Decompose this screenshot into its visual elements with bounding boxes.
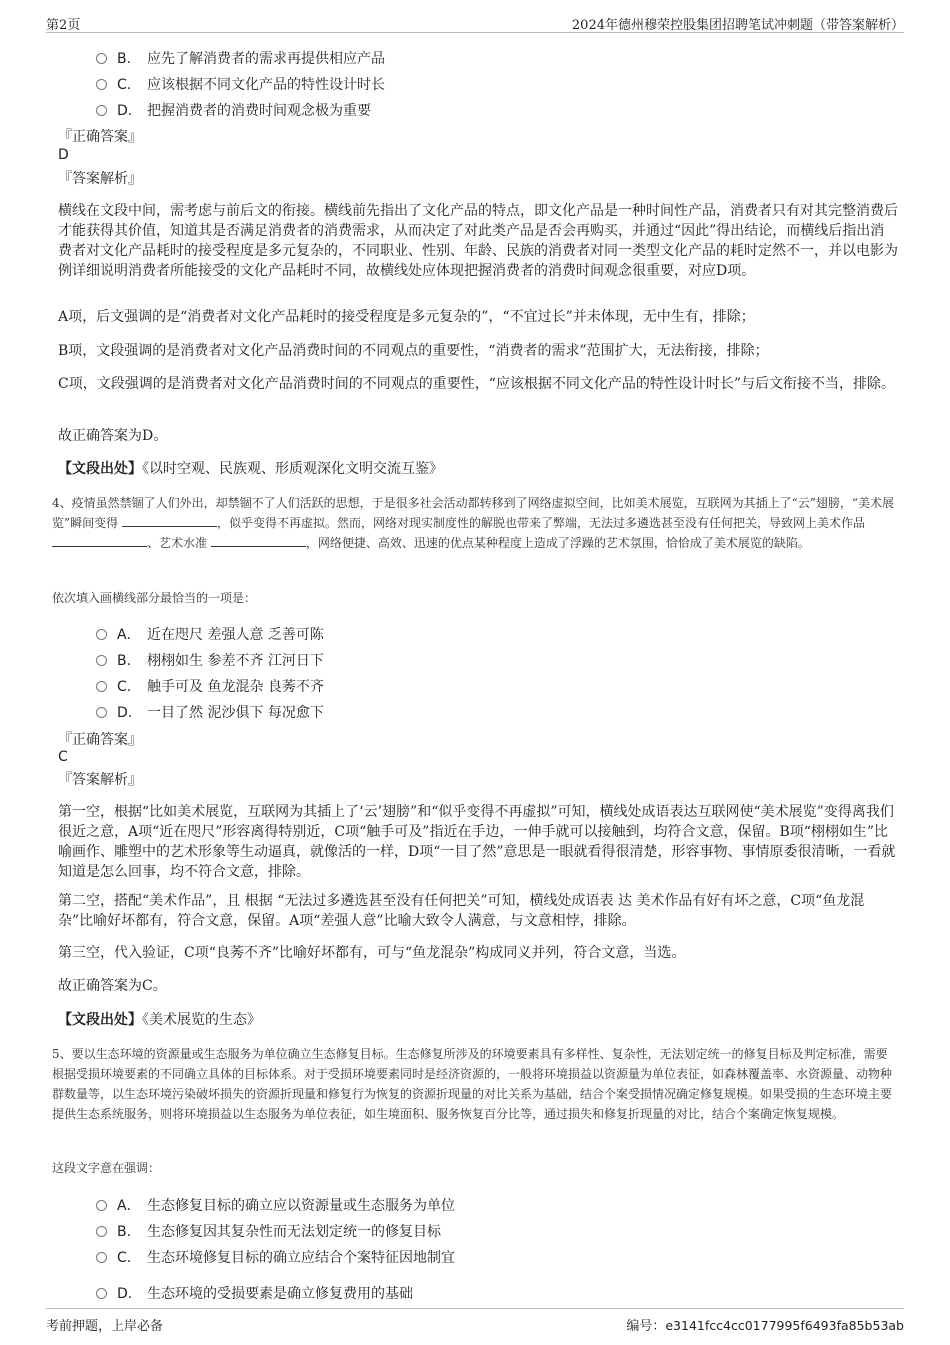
q4-option-d[interactable]: D. 一目了然 泥沙俱下 每况愈下 — [96, 702, 324, 722]
q5-stem: 5、要以生态环境的资源量或生态服务为单位确立生态修复目标。生态修复所涉及的环境要素具有多样性、复杂性，无法划定统一的修复目标及判定标准，需要根据受损环境要素的不同确立具体的目标体系。对于受损环境要素同时是经济资源的，一般将环境损益以资源量为单位表征，如森林覆盖率、水资源量、动物种群数量等，以生态环境污染破坏损失的资源折现量和修复行为恢复的资源折现量的对比关系为基础，结合个案受损情况确定修复规模。如果受损的生态环境主要提供生态系统服务，则将环境损益以生态服务为单位表征，如生境面积、服务恢复百分比等，通过损失和修复折现量的对比，结合个案确定恢复规模。 — [52, 1047, 893, 1121]
q3-analysis-label: 『答案解析』 — [58, 171, 142, 187]
q4-stem: 4、疫情虽然禁锢了人们外出，却禁锢不了人们活跃的思想，于是很多社会活动都转移到了网络虚拟空间，比如美术展览，互联网为其插上了“云”翅膀，“美术展览”瞬间变得 ，似乎变得不再虚拟。然而，网络对现实制度性的解脱也带来了弊端，无法过多遴选甚至没有任何把关，导致网上美术作品 、艺术水准 ，网络便捷、高效、迅速的优点某种程度上造成了浮躁的艺术氛围，恰恰成了美术展览的缺陷。 — [52, 496, 895, 550]
q5-prompt: 这段文字意在强调： — [52, 1161, 161, 1175]
fill-blank[interactable] — [211, 534, 306, 547]
q5-option-d[interactable]: D. 生态环境的受损要素是确立修复费用的基础 — [96, 1283, 413, 1303]
page-number: 第2页 — [46, 18, 81, 33]
radio-icon[interactable] — [96, 655, 107, 666]
radio-icon[interactable] — [96, 1288, 107, 1299]
radio-icon[interactable] — [96, 629, 107, 640]
fill-blank[interactable] — [52, 534, 147, 547]
q3-answer: D — [58, 147, 69, 163]
q4-analysis-label: 『答案解析』 — [58, 772, 142, 788]
q4-option-b[interactable]: B. 栩栩如生 参差不齐 江河日下 — [96, 650, 324, 670]
q4-option-a[interactable]: A． 近在咫尺 差强人意 乏善可陈 — [96, 624, 324, 644]
q3-analysis-paragraph: C项，文段强调的是消费者对文化产品消费时间的不同观点的重要性，“应该根据不同文化产品的特性设计时长”与后文衔接不当，排除。 — [58, 376, 896, 392]
q4-analysis-paragraph: 第三空，代入验证，C项“良莠不齐”比喻好坏都有，可与“鱼龙混杂”构成同义并列，符合文意，当选。 — [58, 945, 686, 961]
q4-prompt: 依次填入画横线部分最恰当的一项是： — [52, 591, 257, 605]
q3-analysis-paragraph: B项，文段强调的是消费者对文化产品消费时间的不同观点的重要性，“消费者的需求”范围扩大，无法衔接，排除； — [58, 343, 769, 359]
radio-icon[interactable] — [96, 1200, 107, 1211]
q3-correct-label: 『正确答案』 — [58, 129, 142, 145]
radio-icon[interactable] — [96, 53, 107, 64]
q4-correct-label: 『正确答案』 — [58, 732, 142, 748]
radio-icon[interactable] — [96, 1252, 107, 1263]
document-code: 编号：e3141fcc4cc0177995f6493fa85b53ab — [626, 1318, 904, 1334]
q3-analysis-paragraph: 横线在文段中间，需考虑与前后文的衔接。横线前先指出了文化产品的特点，即文化产品是一种时间性产品，消费者只有对其完整消费后才能获得其价值，知道其是否满足消费者的消费需求，从而决定了对此类产品是否会再购买，并通过“因此”得出结论，而横线后指出消费者对文化产品耗时的接受程度是多元复杂的，不同职业、性别、年龄、民族的消费者对同一类型文化产品的耗时定然不一，并以电影为例详细说明消费者所能接受的文化产品耗时不同，故横线处应体现把握消费者的消费时间观念很重要，对应D项。 — [58, 203, 898, 279]
page-footer — [46, 1308, 904, 1335]
page-header — [46, 12, 904, 33]
radio-icon[interactable] — [96, 681, 107, 692]
q3-conclusion: 故正确答案为D。 — [58, 428, 168, 444]
fill-blank[interactable] — [122, 514, 217, 527]
q3-analysis-paragraph: A项，后文强调的是“消费者对文化产品耗时的接受程度是多元复杂的”，“不宜过长”并未体现，无中生有，排除； — [58, 309, 755, 325]
footer-slogan: 考前押题，上岸必备 — [46, 1319, 164, 1334]
q3-option-d[interactable]: D. 把握消费者的消费时间观念极为重要 — [96, 100, 371, 120]
radio-icon[interactable] — [96, 105, 107, 116]
q4-option-c[interactable]: C. 触手可及 鱼龙混杂 良莠不齐 — [96, 676, 324, 696]
radio-icon[interactable] — [96, 707, 107, 718]
q3-source: 【文段出处】《以时空观、民族观、形质观深化文明交流互鉴》 — [58, 461, 443, 477]
q4-analysis-paragraph: 第一空，根据“比如美术展览，互联网为其插上了‘云’翅膀”和“似乎变得不再虚拟”可知，横线处成语表达互联网使“美术展览”变得离我们很近之意，A项“近在咫尺”形容离得特别近，C项“触手可及”指近在手边，一伸手就可以接触到，均符合文意，保留。B项“栩栩如生”比喻画作、雕塑中的艺术形象等生动逼真，就像活的一样，D项“一目了然”意思是一眼就看得很清楚，形容事物、事情原委很清晰，一看就知道是怎么回事，均不符合文意，排除。 — [58, 804, 896, 880]
q4-conclusion: 故正确答案为C。 — [58, 978, 167, 994]
radio-icon[interactable] — [96, 79, 107, 90]
q5-option-a[interactable]: A． 生态修复目标的确立应以资源量或生态服务为单位 — [96, 1195, 455, 1215]
radio-icon[interactable] — [96, 1226, 107, 1237]
q5-option-b[interactable]: B. 生态修复因其复杂性而无法划定统一的修复目标 — [96, 1221, 441, 1241]
q3-option-c[interactable]: C. 应该根据不同文化产品的特性设计时长 — [96, 74, 385, 94]
q3-option-b[interactable]: B. 应先了解消费者的需求再提供相应产品 — [96, 48, 385, 68]
q5-option-c[interactable]: C. 生态环境修复目标的确立应结合个案特征因地制宜 — [96, 1247, 455, 1267]
q4-source: 【文段出处】《美术展览的生态》 — [58, 1012, 261, 1028]
q4-answer: C — [58, 749, 68, 765]
q4-analysis-paragraph: 第二空，搭配“美术作品”，且 根据 “无法过多遴选甚至没有任何把关”可知，横线处成语表 达 美术作品有好有坏之意，C项“鱼龙混杂”比喻好坏都有，符合文意，保留。A项“差强人意”比喻大致令人满意，与文意相悖，排除。 — [58, 893, 865, 929]
document-title: 2024年德州穆荣控股集团招聘笔试冲刺题（带答案解析） — [571, 18, 904, 33]
